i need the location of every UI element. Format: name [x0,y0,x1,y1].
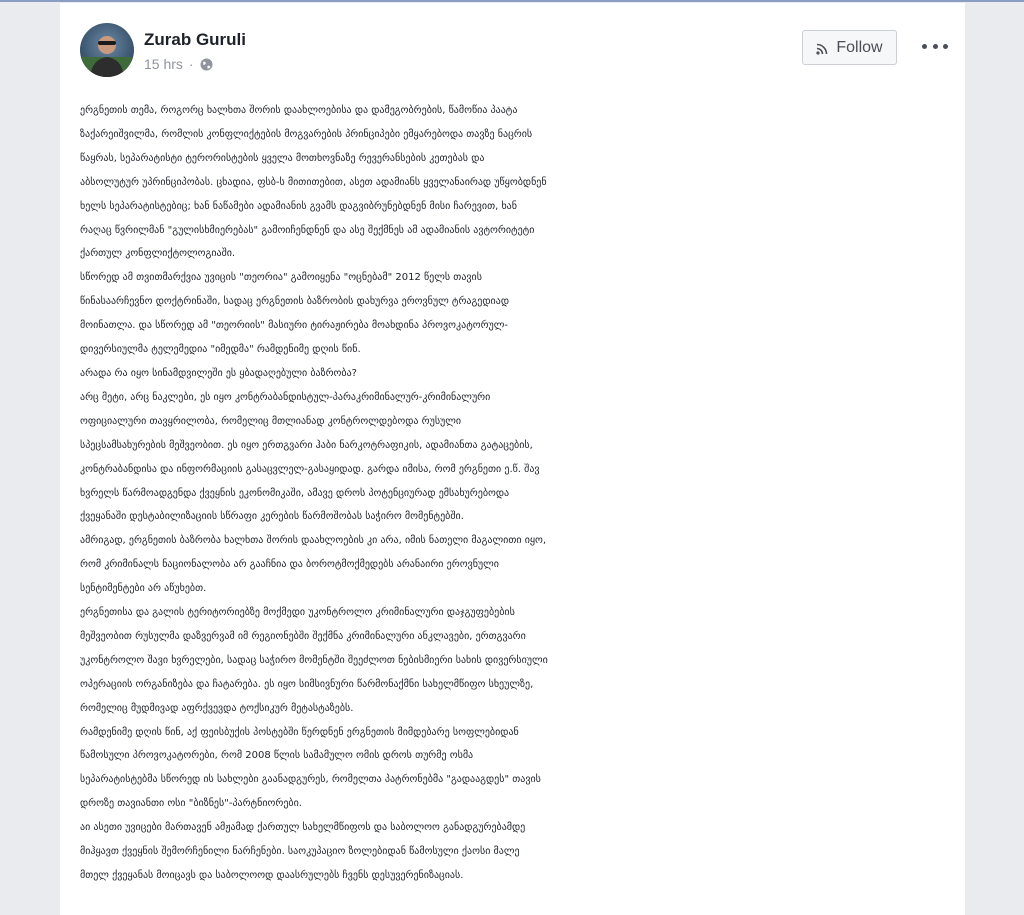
post-text-line: ხელს სეპარატისტებიც; ხან ნაწამები ადამიანის გვამს დაგვიბრუნებდნენ მისი ჩარევით, ხან [80,200,517,212]
post-text-line: ერგნეთისა და გალის ტერიტორიებზე მოქმედი უკონტროლო კრიმინალური დაჯგუფებების [80,607,515,619]
post-text-line: ოფიციალური თავყრილობა, რომელიც მთლიანად კონტროლდებოდა რუსული [80,415,462,427]
post-text-line: ხვრელს წარმოადგენდა ქვეყნის ეკონომიკაში, ამავე დროს პოტენციურად ემსახურებოდა [80,487,510,499]
post-text-line: არც მეტი, არც ნაკლები, ეს იყო კონტრაბანდისტულ-პარაკრიმინალურ-კრიმინალური [80,391,491,403]
post-text-line: მეშვეობით რუსულმა დაზვერვამ იმ რეგიონებში შექმნა კრიმინალური ანკლავები, ერთგვარი [80,630,526,642]
post-text-line: სენტიმენტები არ აწუხებთ. [80,583,207,595]
post-text-line: რომ კრიმინალს ნაციონალობა არ გააჩნია და ბოროტმოქმედებს არანაირი ეროვნული [80,559,499,571]
rss-icon [816,42,828,54]
post-text-line: წამოსული პროვოკატორები, რომ 2008 წლის სამამულო ომის დროს თურმე ოსმა [80,750,474,762]
follow-button[interactable] [802,30,897,65]
post-text-line: აბსოლუტურ უპრინციპობას. ცხადია, ფსბ-ს მითითებით, ასეთ ადამიანს ყველანაირად უწყობდნენ [80,176,547,188]
globe-icon[interactable] [200,58,213,71]
post-text-line: მიჰყავთ ქვეყნის შემორჩენილი ნარჩენები. საოკუპაციო ზოლებიდან წამოსული ქაოსი მალე [80,846,520,858]
post-card [60,3,965,915]
post-text-line: ქართულ კონფლიქტოლოგიაში. [80,248,236,260]
post-text-line: რამდენიმე დღის წინ, აქ ფეისბუქის პოსტებში წერდნენ ერგნეთის მიმდებარე სოფლებიდან [80,726,519,738]
post-text-line: დროზე თავიანთი ოსი "ბიზნეს"-პარტნიორები. [80,798,302,810]
meta-separator: · [188,56,194,72]
post-text-line: უკონტროლო შავი ხვრელები, სადაც საჭირო მომენტში შეეძლოთ ნებისმიერი სახის დივერსიული [80,654,548,666]
post-text-line: ზაქარეიშვილმა, რომლის კონფლიქტების მოგვარების პრინციპები ემყარებოდა თავზე ნაცრის [80,128,533,140]
post-text-line: სეპარატისტებმა სწორედ ის სახლები გაანადგურეს, რომელთა პატრონებმა "გადააგდეს" თავის [80,774,541,786]
post-timestamp[interactable]: 15 hrs [144,56,183,72]
follow-label: Follow [836,38,883,56]
post-text [80,99,960,888]
post-text-line: მოინათლა. და სწორედ ამ "თეორიის" მასიური ტირაჟირება მოახდინა პროვოკატორულ- [80,320,509,332]
more-options-icon[interactable] [922,36,948,56]
post-text-line: დივერსიულმა ტელემედია "იმედმა" რამდენიმე დღის წინ. [80,344,361,356]
author-name[interactable]: Zurab Guruli [144,30,246,49]
post-text-line: მთელ ქვეყანას მოიცავს და საბოლოოდ დაასრულებს ჩვენს დესუვერენიზაციას. [80,870,464,881]
post-text-line: ერგნეთის თემა, როგორც ხალხთა შორის დაახლოებისა და დამეგობრების, წამოწია პაატა [80,105,518,116]
more-dot [933,44,938,49]
more-dot [922,44,927,49]
avatar[interactable] [80,23,134,77]
post-text-line: წინასაარჩევნო დოქტრინაში, სადაც ერგნეთის ბაზრობის დახურვა ეროვნულ ტრაგედიად [80,296,509,308]
post-text-line: წაყრას, სეპარატისტი ტერორისტების ყველა მოთხოვნაზე რევერანსების კეთებას და [80,152,485,164]
post-text-line: კონტრაბანდისა და ინფორმაციის გასაცვლელ-გასაყიდად. გარდა იმისა, რომ ერგნეთი ე.წ. შავ [80,463,540,475]
post-text-line: სპეცსამსახურების მეშვეობით. ეს იყო ერთგვარი ჰაბი ნარკოტრაფიკის, ადამიანთა გატაცების, [80,439,533,451]
post-text-line: ქვეყანაში დესტაბილიზაციის სწრაფი კერების წარმოშობას საჭირო მომენტებში. [80,511,464,523]
post-text-line: სწორედ ამ თვითმარქვია უვიცის "თეორია" გამოიყენა "ოცნებამ" 2012 წელს თავის [80,272,482,284]
post-text-line: არადა რა იყო სინამდვილეში ეს ყბადაღებული ბაზრობა? [80,367,357,379]
post-text-line: რაღაც წვრილმან "გულისხმიერებას" გამოიჩენდნენ და ასე შექმნეს ამ ადამიანის ავტორიტეტი [80,224,535,236]
post-text-line: რომელიც მუდმივად აფრქვევდა ტოქსიკურ მეტასტაზებს. [80,702,354,714]
post-text-line: აი ასეთი უვიცები მართავენ ამჟამად ქართულ სახელმწიფოს და საბოლოო განადგურებამდე [80,822,526,834]
post-meta [144,56,213,72]
top-border [0,0,1024,2]
post-text-line: ამრიგად, ერგნეთის ბაზრობა ხალხთა შორის დაახლოების კი არა, იმის ნათელი მაგალითი იყო, [80,535,547,547]
post-text-line: ოპერაციის ორგანიზება და ჩატარება. ეს იყო სიმსივნური წარმონაქმნი სახელმწიფო სხეულზე, [80,678,534,690]
more-dot [943,44,948,49]
